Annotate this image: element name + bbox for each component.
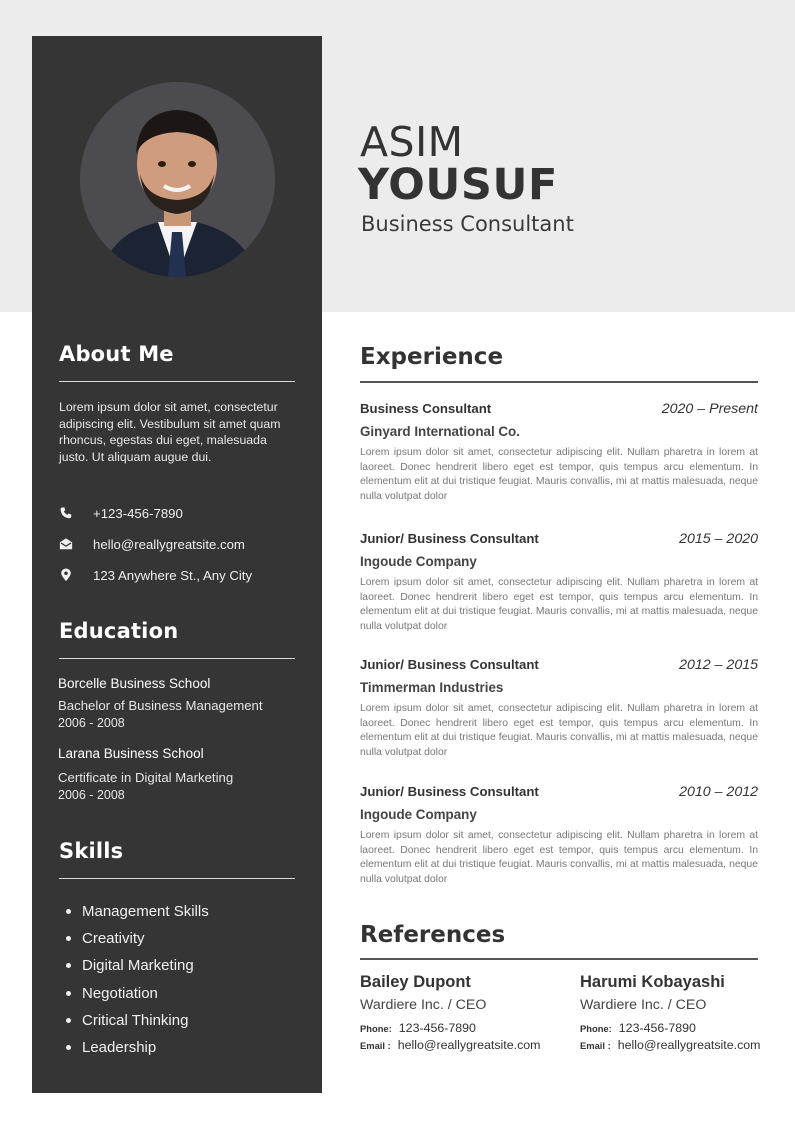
- profile-photo: [80, 82, 275, 277]
- location-pin-icon: [59, 567, 79, 583]
- experience-description: Lorem ipsum dolor sit amet, consectetur adipiscing elit. Nullam pharetra in lorem at laoreet. Donec hendrerit libero eget est tempor, quis tempus arcu elementum. In elementum elit at dui tristique feugiat. Mauris convallis, mi at mattis malesuada, neque nulla volutpat dolor: [360, 447, 758, 502]
- education-heading: Education: [59, 619, 179, 643]
- skill-label: Negotiation: [82, 984, 158, 1002]
- bullet-icon: [66, 909, 71, 914]
- first-name: ASIM: [360, 118, 464, 166]
- skill-label: Creativity: [82, 930, 145, 948]
- reference-name: Harumi Kobayashi: [580, 973, 725, 991]
- experience-company: Timmerman Industries: [360, 680, 504, 695]
- about-text: Lorem ipsum dolor sit amet, consectetur adipiscing elit. Vestibulum sit amet quam rhoncus, egestas dui eget, malesuada justo. Ut aliquam augue dui.: [59, 400, 281, 464]
- experience-description: Lorem ipsum dolor sit amet, consectetur adipiscing elit. Nullam pharetra in lorem at laoreet. Donec hendrerit libero eget est tempor, quis tempus arcu elementum. In elementum elit at dui tristique feugiat. Mauris convallis, mi at mattis malesuada, neque nulla volutpat dolor: [360, 830, 758, 885]
- reference-phone-label: Phone:: [580, 1023, 612, 1034]
- experience-role: Junior/ Business Consultant: [360, 784, 539, 799]
- job-title: Business Consultant: [361, 212, 574, 236]
- reference-name: Bailey Dupont: [360, 973, 471, 991]
- last-name: YOUSUF: [358, 160, 558, 210]
- about-heading: About Me: [59, 342, 174, 366]
- education-school: Borcelle Business School: [58, 676, 211, 691]
- experience-dates: 2012 – 2015: [679, 657, 758, 673]
- experience-company: Ginyard International Co.: [360, 424, 520, 439]
- education-divider: [59, 658, 295, 659]
- profile-photo-illustration: [80, 82, 275, 277]
- bullet-icon: [66, 1018, 71, 1023]
- phone-icon: [59, 505, 79, 521]
- bullet-icon: [66, 963, 71, 968]
- skill-item: [66, 952, 209, 979]
- experience-entry: [360, 531, 758, 634]
- education-degree: Bachelor of Business Management: [58, 698, 263, 713]
- experience-entry: [360, 784, 758, 887]
- phone-text: +123-456-7890: [93, 505, 183, 521]
- experience-dates: 2015 – 2020: [679, 531, 758, 547]
- experience-role: Junior/ Business Consultant: [360, 531, 539, 546]
- reference-card: [580, 973, 780, 1052]
- bullet-icon: [66, 936, 71, 941]
- bullet-icon: [66, 1045, 71, 1050]
- experience-dates: 2020 – Present: [661, 401, 758, 417]
- references-heading: References: [360, 922, 506, 948]
- about-divider: [59, 381, 295, 382]
- contact-address: [59, 566, 252, 584]
- envelope-icon: [59, 536, 79, 552]
- references-divider: [360, 958, 758, 960]
- reference-card: [360, 973, 560, 1052]
- reference-email-label: Email :: [360, 1040, 391, 1051]
- skill-label: Leadership: [82, 1039, 157, 1057]
- reference-role: Wardiere Inc. / CEO: [360, 997, 487, 1013]
- skills-list: [66, 898, 209, 1061]
- experience-dates: 2010 – 2012: [679, 784, 758, 800]
- skills-heading: Skills: [59, 839, 124, 863]
- sidebar: [32, 36, 322, 1093]
- address-text: 123 Anywhere St., Any City: [93, 567, 253, 583]
- reference-role: Wardiere Inc. / CEO: [580, 997, 707, 1013]
- experience-role: Business Consultant: [360, 401, 492, 416]
- education-years: 2006 - 2008: [58, 788, 125, 802]
- reference-phone: 123-456-7890: [398, 1021, 476, 1035]
- contact-phone: [59, 504, 183, 522]
- contact-email: [59, 535, 245, 553]
- reference-phone-label: Phone:: [360, 1023, 392, 1034]
- experience-heading: Experience: [360, 344, 504, 370]
- skill-item: [66, 898, 209, 925]
- experience-company: Ingoude Company: [360, 554, 477, 569]
- skill-item: [66, 925, 209, 952]
- bullet-icon: [66, 991, 71, 996]
- skill-label: Management Skills: [82, 903, 209, 921]
- experience-description: Lorem ipsum dolor sit amet, consectetur adipiscing elit. Nullam pharetra in lorem at laoreet. Donec hendrerit libero eget est tempor, quis tempus arcu elementum. In elementum elit at dui tristique feugiat. Mauris convallis, mi at mattis malesuada, neque nulla volutpat dolor: [360, 577, 758, 632]
- reference-email: hello@reallygreatsite.com: [617, 1038, 761, 1052]
- skill-item: [66, 1007, 209, 1034]
- skills-divider: [59, 878, 295, 879]
- education-degree: Certificate in Digital Marketing: [58, 770, 234, 785]
- skill-label: Critical Thinking: [82, 1011, 189, 1029]
- skill-item: [66, 980, 209, 1007]
- reference-email: hello@reallygreatsite.com: [397, 1038, 541, 1052]
- experience-entry: [360, 401, 758, 504]
- email-text: hello@reallygreatsite.com: [93, 536, 245, 552]
- reference-phone: 123-456-7890: [618, 1021, 696, 1035]
- experience-entry: [360, 657, 758, 760]
- education-school: Larana Business School: [58, 746, 204, 761]
- reference-email-label: Email :: [580, 1040, 611, 1051]
- education-years: 2006 - 2008: [58, 716, 125, 730]
- experience-company: Ingoude Company: [360, 807, 477, 822]
- experience-role: Junior/ Business Consultant: [360, 657, 539, 672]
- experience-divider: [360, 381, 758, 383]
- experience-description: Lorem ipsum dolor sit amet, consectetur adipiscing elit. Nullam pharetra in lorem at laoreet. Donec hendrerit libero eget est tempor, quis tempus arcu elementum. In elementum elit at dui tristique feugiat. Mauris convallis, mi at mattis malesuada, neque nulla volutpat dolor: [360, 703, 758, 758]
- skill-item: [66, 1034, 209, 1061]
- skill-label: Digital Marketing: [82, 957, 194, 975]
